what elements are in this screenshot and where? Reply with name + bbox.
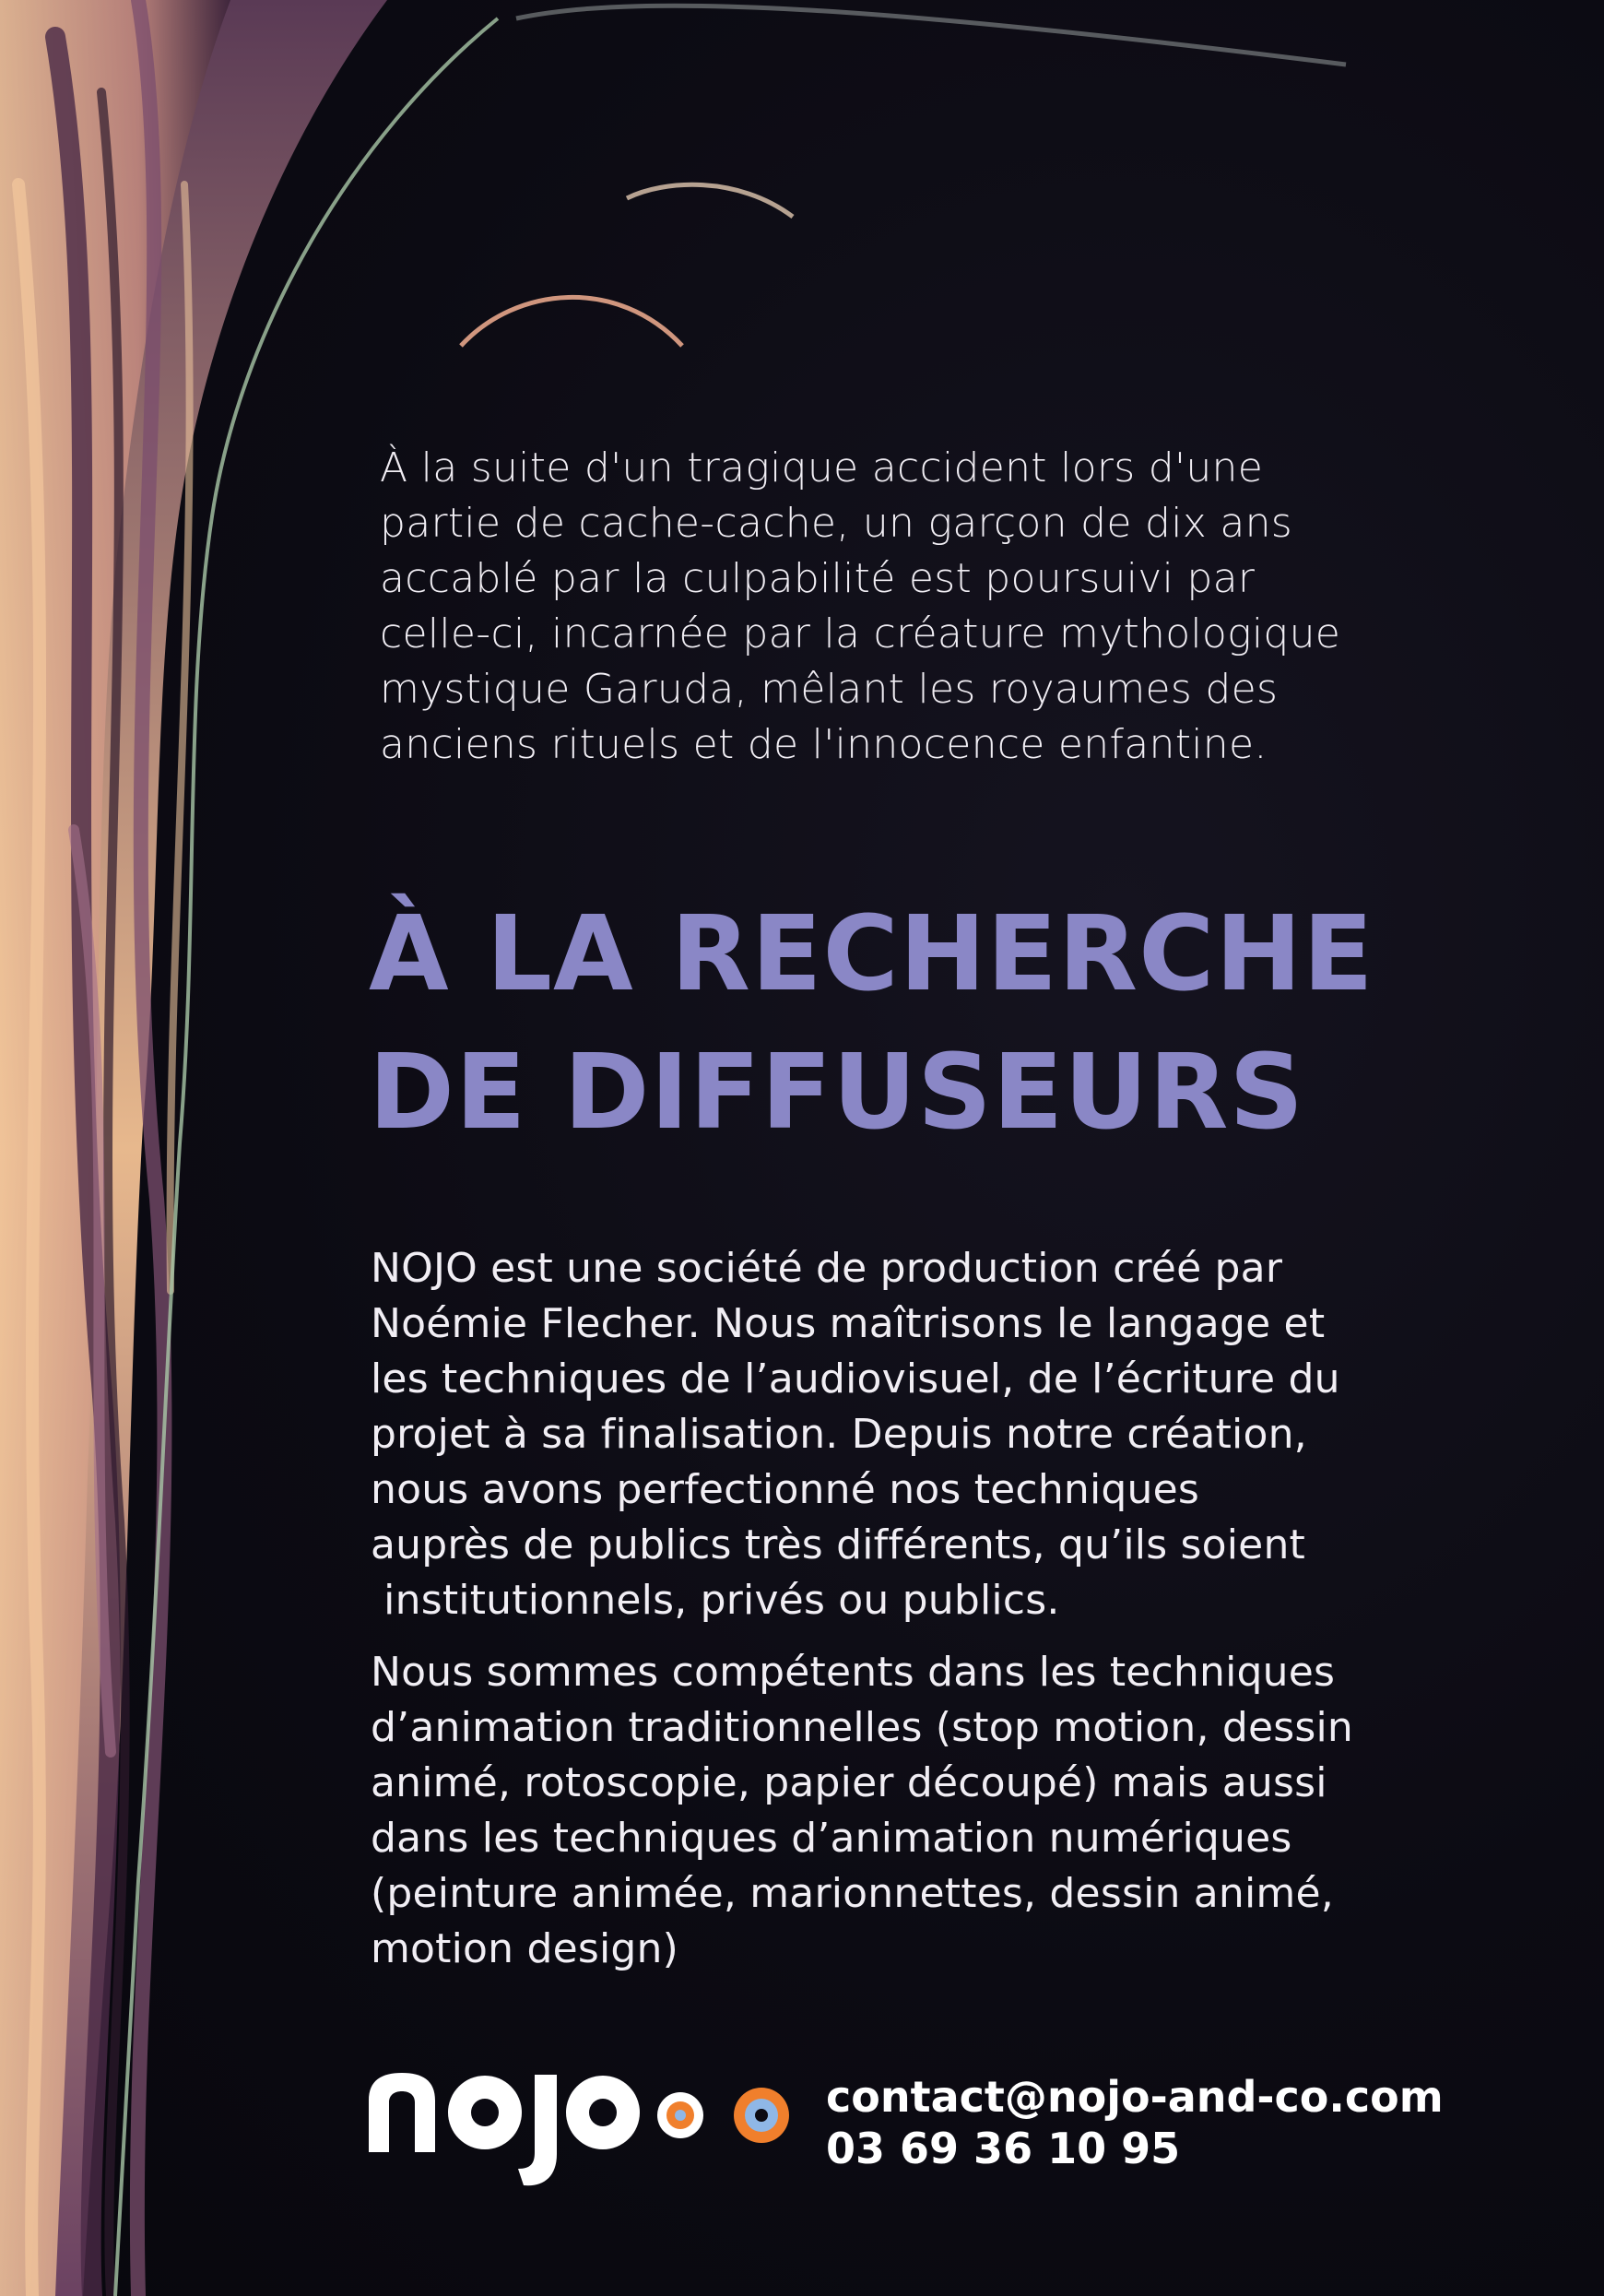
company-description xyxy=(371,1241,1514,1977)
title-line-1: À LA RECHERCHE xyxy=(369,894,1374,1014)
company-line: auprès de publics très différents, qu’ils soient xyxy=(371,1521,1305,1568)
company-line: NOJO est une société de production créé par xyxy=(371,1245,1283,1292)
eye-dots-icon xyxy=(657,2088,789,2143)
skills-line: (peinture animée, marionnettes, dessin animé, xyxy=(371,1870,1334,1917)
company-line: Noémie Flecher. Nous maîtrisons le langage et xyxy=(371,1300,1326,1347)
synopsis-line: anciens rituels et de l'innocence enfantine. xyxy=(380,721,1268,768)
skills-line: dans les techniques d’animation numériques xyxy=(371,1815,1292,1862)
contact-block xyxy=(826,2071,1444,2174)
nojo-logo xyxy=(361,2043,804,2191)
synopsis-line: celle-ci, incarnée par la créature mythologique xyxy=(380,610,1341,657)
synopsis-line: mystique Garuda, mêlant les royaumes des xyxy=(380,666,1279,713)
skills-line: Nous sommes compétents dans les techniques xyxy=(371,1649,1336,1696)
company-line: nous avons perfectionné nos techniques xyxy=(371,1466,1200,1513)
footer xyxy=(361,2043,1560,2191)
contact-phone: 03 69 36 10 95 xyxy=(826,2124,1181,2173)
contact-email-link[interactable]: contact@nojo-and-co.com xyxy=(826,2072,1444,2122)
skills-paragraph xyxy=(371,1645,1514,1977)
synopsis-line: partie de cache-cache, un garçon de dix ans xyxy=(380,500,1293,547)
skills-line: animé, rotoscopie, papier découpé) mais aussi xyxy=(371,1759,1327,1806)
title-line-2: DE DIFFUSEURS xyxy=(369,1033,1305,1153)
company-paragraph xyxy=(371,1241,1514,1628)
company-line: institutionnels, privés ou publics. xyxy=(371,1577,1060,1624)
company-line: les techniques de l’audiovisuel, de l’écriture du xyxy=(371,1355,1340,1402)
skills-line: d’animation traditionnelles (stop motion, dessin xyxy=(371,1704,1353,1751)
page-title xyxy=(369,885,1567,1162)
synopsis-line: À la suite d'un tragique accident lors d'une xyxy=(380,444,1264,491)
skills-line: motion design) xyxy=(371,1925,678,1972)
synopsis-paragraph xyxy=(380,441,1486,773)
company-line: projet à sa finalisation. Depuis notre création, xyxy=(371,1411,1307,1458)
synopsis-line: accablé par la culpabilité est poursuivi par xyxy=(380,555,1256,602)
